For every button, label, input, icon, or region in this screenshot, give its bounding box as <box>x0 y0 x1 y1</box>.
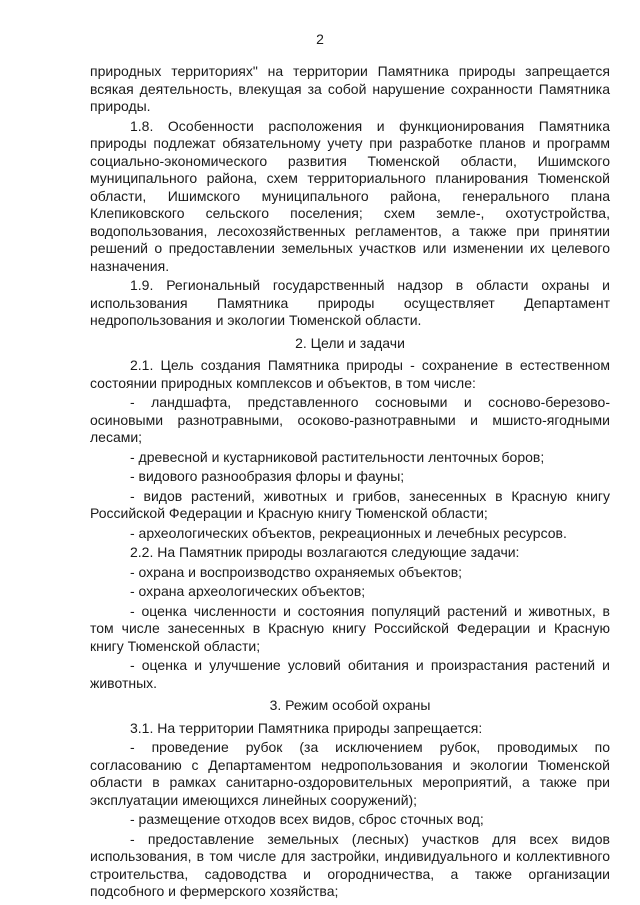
list-item-biodiversity: - видового разнообразия флоры и фауны; <box>130 468 405 484</box>
paragraph-2-2: 2.2. На Памятник природы возлагаются следующие задачи: <box>130 544 520 560</box>
list-item-waste: - размещение отходов всех видов, сброс сточных вод; <box>130 811 484 827</box>
list-item-landscape: - ландшафта, представленного сосновыми и сосново-березово-осиновыми разнотравными, осоково-разнотравными и мшисто-ягодными лесами; <box>90 394 610 445</box>
paragraph-3-1: 3.1. На территории Памятника природы запрещается: <box>130 719 483 736</box>
list-item-habitat-improvement: - оценка и улучшение условий обитания и произрастания растений и животных. <box>90 657 610 691</box>
list-item-logging: - проведение рубок (за исключением рубок, проводимых по согласованию с Департаментом недропользования и экологии Тюменской области в рамках санитарно-оздоровительных мероприятий, а также при эксплуатации имеющихся линейных сооружений); <box>90 739 610 808</box>
list-item-land-allocation: - предоставление земельных (лесных) участков для всех видов использования, в том числе для застройки, индивидуального и коллективного строительства, садоводства и огородничества, а также организации подсобного и фермерского хозяйства; <box>90 830 610 899</box>
document-body <box>90 63 610 901</box>
list-item-population-assessment: - оценка численности и состояния популяций растений и животных, в том числе занесенных в Красную книгу Российской Федерации и Красную книгу Тюменской области; <box>90 602 610 654</box>
page-number: 2 <box>316 31 324 47</box>
paragraph-1-8: 1.8. Особенности расположения и функционирования Памятника природы подлежат обязательному учету при разработке планов и программ социально-экономического развития Тюменской области, Ишимского муниципального района, схем территориального планирования Тюменской области, Ишимского муниципального района, генерального плана Клепиковского сельского поселения; схем земле-, охотустройства, водопользования, лесохозяйственных регламентов, а также при принятии решений о предоставлении земельных участков или изменении их целевого назначения. <box>90 117 610 274</box>
paragraph-2-1: 2.1. Цель создания Памятника природы - сохранение в естественном состоянии природных комплексов и объектов, в том числе: <box>90 357 610 391</box>
section-heading-regime: 3. Режим особой охраны <box>269 697 431 713</box>
list-item-protection: - охрана и воспроизводство охраняемых объектов; <box>130 563 463 580</box>
paragraph-continuation: природных территориях" на территории Памятника природы запрещается всякая деятельность, влекущая за собой нарушение сохранности Памятника природы. <box>90 63 610 114</box>
section-heading-goals: 2. Цели и задачи <box>295 334 405 351</box>
list-item-archaeology-protection: - охрана археологических объектов; <box>130 583 366 599</box>
list-item-archaeology-resources: - археологических объектов, рекреационных и лечебных ресурсов. <box>130 524 567 541</box>
paragraph-1-9: 1.9. Региональный государственный надзор в области охраны и использования Памятника природы осуществляет Департамент недропользования и экологии Тюменской области. <box>90 277 610 328</box>
list-item-vegetation: - древесной и кустарниковой растительности ленточных боров; <box>130 448 545 465</box>
list-item-red-book-species: - видов растений, животных и грибов, занесенных в Красную книгу Российской Федерации и Красную книгу Тюменской области; <box>90 487 610 521</box>
